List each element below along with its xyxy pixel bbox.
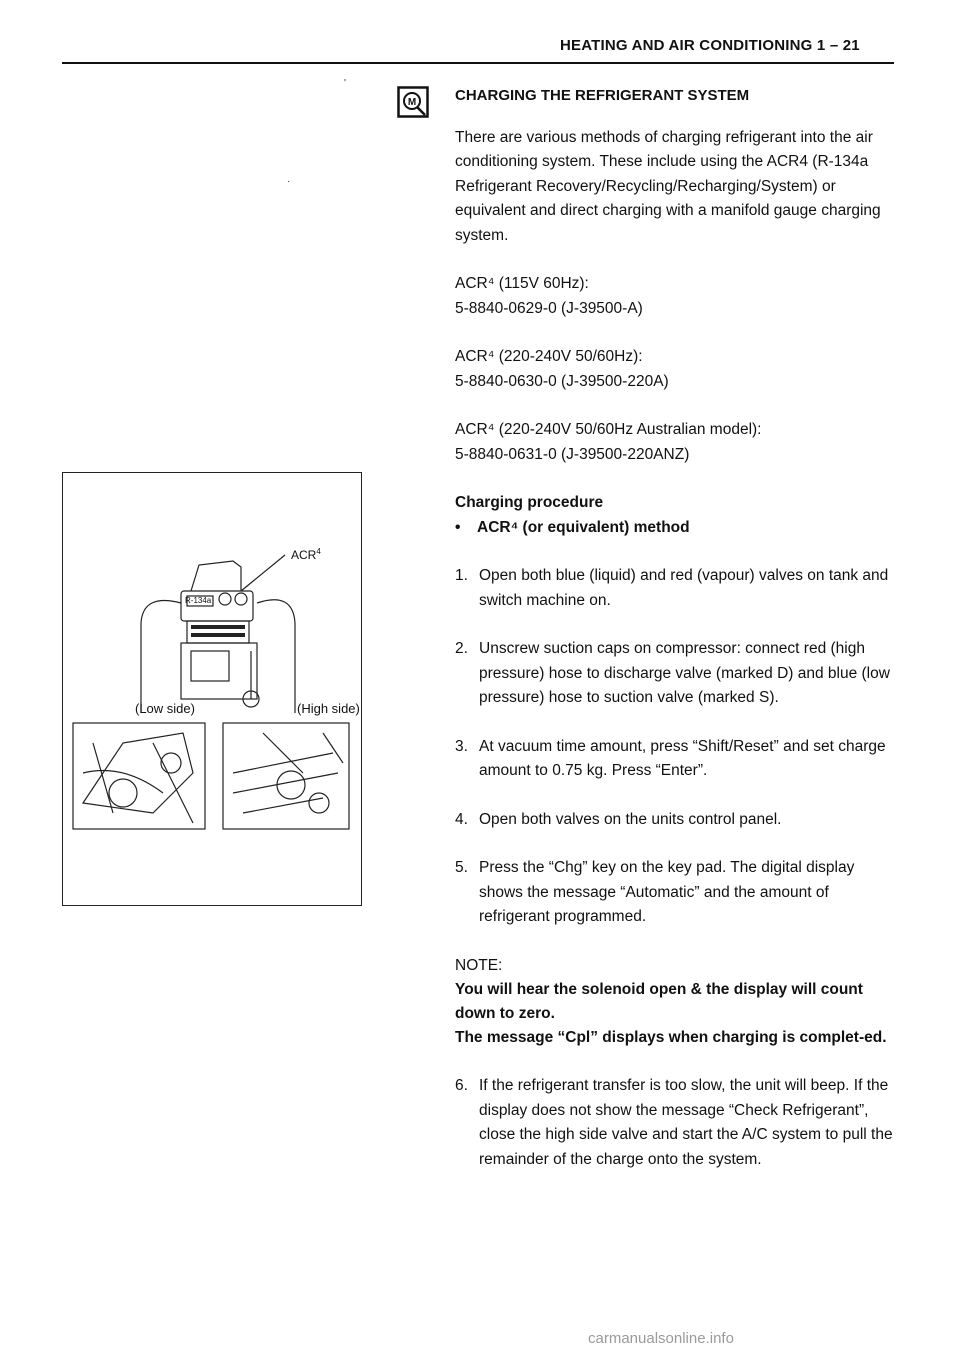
steps-list [455,564,900,930]
list-item [455,564,900,613]
method-bullet [455,516,900,541]
scan-speck: ' [344,78,346,89]
step-text: Open both blue (liquid) and red (vapour) valves on tank and switch machine on. [479,567,889,609]
equipment-spec: ACR⁴ (115V 60Hz): [455,275,589,292]
step-text: Open both valves on the units control panel. [479,810,782,828]
tank-label: R-134a [185,596,212,605]
acr-text: ACR [291,548,317,562]
equipment-part: 5-8840-0629-0 (J-39500-A) [455,299,643,317]
header-rule [62,62,894,64]
watermark: carmanualsonline.info [588,1330,734,1347]
step-number: 5. [455,859,468,876]
list-item [455,637,900,711]
step-text: At vacuum time amount, press “Shift/Reset” and set charge amount to 0.75 kg. Press “Enter”. [479,737,886,779]
manual-book-icon [397,86,429,118]
high-side-label: (High side) [297,701,360,716]
step-number: 6. [455,1077,468,1094]
note-label: NOTE: [455,956,503,974]
bullet-icon: • [455,518,461,536]
equipment-1 [455,272,900,321]
equipment-spec: ACR⁴ (220-240V 50/60Hz Australian model): [455,421,762,438]
list-item [455,735,900,784]
method-label: ACR⁴ (or equivalent) method [477,518,690,536]
acr-superscript: 4 [316,547,321,556]
procedure-heading: Charging procedure [455,494,604,511]
equipment-part: 5-8840-0630-0 (J-39500-220A) [455,372,669,390]
note-line: The message “Cpl” displays when charging is complet-ed. [455,1029,887,1046]
svg-text:M: M [407,97,417,108]
equipment-spec: ACR⁴ (220-240V 50/60Hz): [455,348,643,365]
list-item [455,1074,900,1172]
list-item [455,808,900,833]
step-number: 3. [455,737,468,755]
acr4-illustration [63,473,361,905]
step-text: If the refrigerant transfer is too slow, the unit will beep. If the display does not show the message “Check Refrigerant”, close the high side valve and start the A/C system to pull the remainder of the charge onto the system. [479,1077,893,1168]
step-text: Unscrew suction caps on compressor: connect red (high pressure) hose to discharge valve (marked D) and blue (low pressure) hose to suction valve (marked S). [479,640,890,706]
section-title: CHARGING THE REFRIGERANT SYSTEM [455,87,750,104]
steps-list-continued [455,1074,900,1172]
scan-speck: · [287,176,291,187]
main-column [455,84,900,1196]
acr4-label [291,547,321,562]
equipment-part: 5-8840-0631-0 (J-39500-220ANZ) [455,445,690,463]
note-block [455,954,900,1051]
step-number: 1. [455,567,468,584]
intro-paragraph: There are various methods of charging refrigerant into the air conditioning system. These include using the ACR4 (R-134a Refrigerant Recovery/Recycling/Recharging/System) or equivalent and direct charging with a manifold gauge charging system. [455,128,881,244]
step-text: Press the “Chg” key on the key pad. The digital display shows the message “Automatic” and the amount of refrigerant programmed. [479,859,855,925]
low-side-label: (Low side) [135,701,195,716]
equipment-3 [455,418,900,467]
step-number: 2. [455,640,468,657]
equipment-2 [455,345,900,394]
list-item [455,856,900,930]
acr4-connection-figure [62,472,362,906]
note-line: You will hear the solenoid open & the display will count down to zero. [455,981,863,1022]
step-number: 4. [455,810,468,828]
page-header: HEATING AND AIR CONDITIONING 1 – 21 [560,37,860,54]
